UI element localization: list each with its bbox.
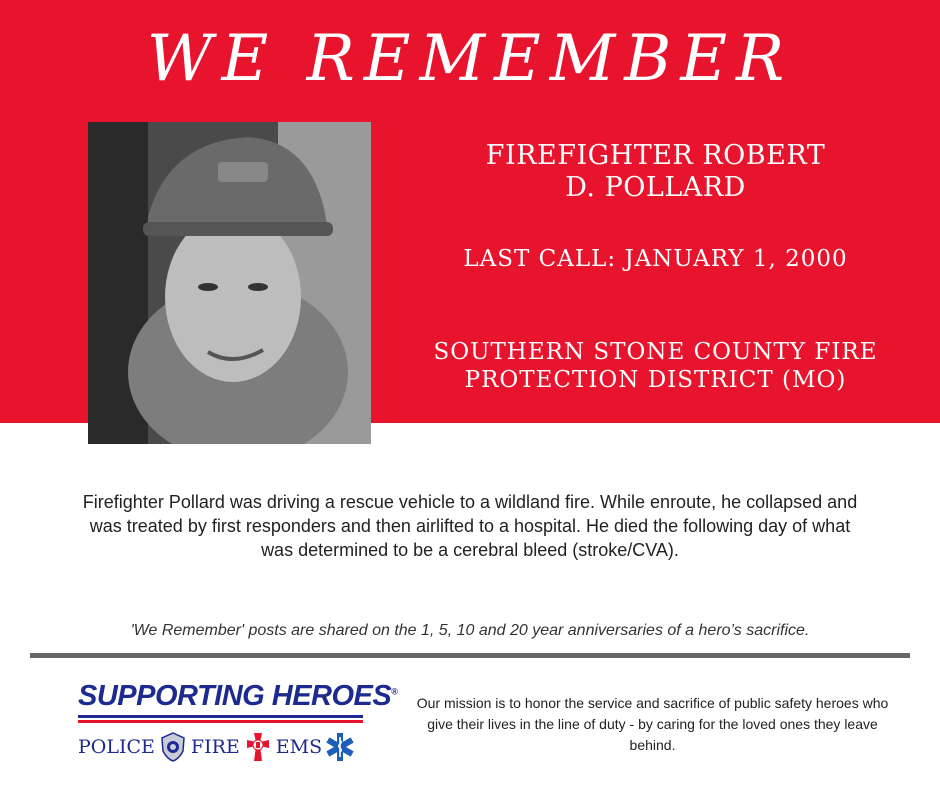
logo-police-label: POLICE	[78, 736, 155, 758]
logo-stripe-red	[78, 720, 363, 723]
department-name	[398, 338, 913, 394]
logo-ems-label: EMS	[275, 736, 323, 758]
logo-stripe-blue	[78, 715, 363, 718]
honoree-name-line2: D. POLLARD	[565, 172, 746, 203]
page-title: WE REMEMBER	[146, 22, 794, 96]
divider	[30, 653, 910, 658]
logo-services	[78, 730, 368, 764]
logo-fire-label: FIRE	[190, 736, 240, 758]
honoree-name-line1: FIREFIGHTER ROBERT	[485, 140, 826, 171]
anniversary-note: 'We Remember' posts are shared on the 1, 5, 10 and 20 year anniversaries of a hero’s sacrifice.	[130, 622, 810, 639]
department-line1: SOUTHERN STONE COUNTY FIRE	[433, 339, 878, 365]
department-line2: PROTECTION DISTRICT (MO)	[464, 367, 847, 393]
last-call-date: LAST CALL: JANUARY 1, 2000	[463, 246, 848, 272]
star-of-life-icon	[324, 731, 356, 763]
police-badge-icon	[157, 731, 189, 763]
mission-statement: Our mission is to honor the service and sacrifice of public safety heroes who give their lives in the line of duty - by caring for the loved ones they leave behind.	[416, 695, 889, 753]
fire-maltese-cross-icon	[242, 731, 274, 763]
story-text: Firefighter Pollard was driving a rescue vehicle to a wildland fire. While enroute, he collapsed and was treated by first responders and then airlifted to a hospital. He died the following day of what was determined to be a cerebral bleed (stroke/CVA).	[82, 492, 858, 560]
logo-title: SUPPORTING HEROES	[78, 680, 392, 712]
registered-mark: ®	[391, 686, 398, 697]
honoree-name	[398, 140, 913, 204]
portrait-photo	[88, 122, 371, 444]
logo-wordmark	[78, 680, 398, 713]
